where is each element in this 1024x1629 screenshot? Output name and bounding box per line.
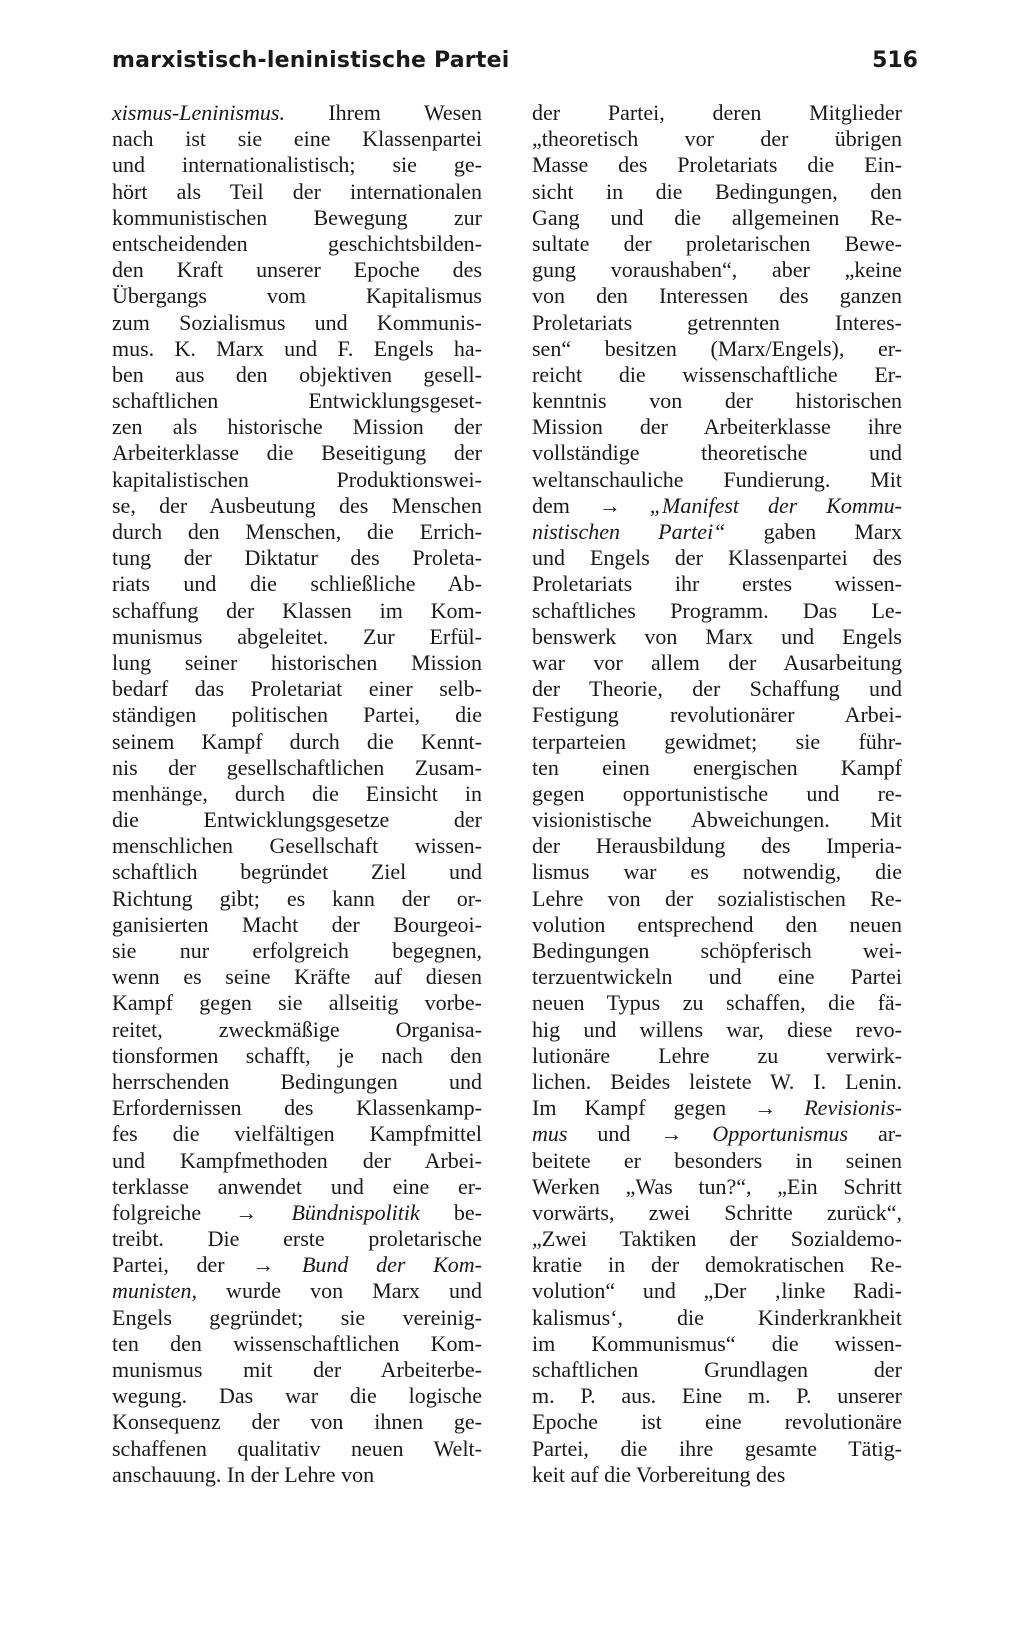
text-line: die Entwicklungsgesetze der bbox=[112, 807, 482, 833]
text-line: volution“ und „Der ‚linke Radi- bbox=[532, 1278, 902, 1304]
text-line: Erfordernissen des Klassenkamp- bbox=[112, 1095, 482, 1121]
text-line: den Kraft unserer Epoche des bbox=[112, 257, 482, 283]
text-line: volution entsprechend den neuen bbox=[532, 911, 902, 937]
text-line: xismus-Leninismus. Ihrem Wesen bbox=[112, 100, 482, 125]
text-line: gung voraushaben“, aber „keine bbox=[532, 257, 902, 283]
text-line: dem → „Manifest der Kommu- bbox=[532, 492, 902, 518]
text-line: und Kampfmethoden der Arbei- bbox=[112, 1147, 482, 1173]
text-line: ten den wissenschaftlichen Kom- bbox=[112, 1330, 482, 1356]
text-line: nis der gesellschaftlichen Zusam- bbox=[112, 754, 482, 780]
text-line: bedarf das Proletariat einer selb- bbox=[112, 676, 482, 702]
text-line: menschlichen Gesellschaft wissen- bbox=[112, 833, 482, 859]
text-line: seinem Kampf durch die Kennt- bbox=[112, 728, 482, 754]
text-line: Übergangs vom Kapitalismus bbox=[112, 283, 482, 309]
text-line: visionistische Abweichungen. Mit bbox=[532, 807, 902, 833]
text-line: lutionäre Lehre zu verwirk- bbox=[532, 1042, 902, 1068]
text-line: wegung. Das war die logische bbox=[112, 1383, 482, 1409]
text-line: und internationalistisch; sie ge- bbox=[112, 152, 482, 178]
text-line: sen“ besitzen (Marx/Engels), er- bbox=[532, 335, 902, 361]
text-line: schaffung der Klassen im Kom- bbox=[112, 597, 482, 623]
text-line: Festigung revolutionärer Arbei- bbox=[532, 702, 902, 728]
text-line: Arbeiterklasse die Beseitigung der bbox=[112, 440, 482, 466]
text-line: folgreiche → Bündnispolitik be- bbox=[112, 1199, 483, 1225]
text-line: fes die vielfältigen Kampfmittel bbox=[112, 1121, 482, 1147]
text-line: hört als Teil der internationalen bbox=[112, 178, 482, 204]
text-line: nach ist sie eine Klassenpartei bbox=[112, 126, 482, 152]
text-line: beitete er besonders in seinen bbox=[532, 1147, 902, 1173]
text-line: sicht in die Bedingungen, den bbox=[532, 178, 902, 204]
text-line: der Theorie, der Schaffung und bbox=[532, 676, 902, 702]
text-line: Im Kampf gegen → Revisionis- bbox=[532, 1095, 902, 1121]
text-line: treibt. Die erste proletarische bbox=[112, 1226, 482, 1252]
text-line: Epoche ist eine revolutionäre bbox=[532, 1409, 902, 1435]
text-line: im Kommunismus“ die wissen- bbox=[532, 1330, 902, 1356]
text-line: keit auf die Vorbereitung des bbox=[532, 1461, 786, 1487]
text-line: lung seiner historischen Mission bbox=[112, 649, 482, 675]
text-line: menhänge, durch die Einsicht in bbox=[112, 780, 482, 806]
text-line: lichen. Beides leistete W. I. Lenin. bbox=[532, 1068, 902, 1094]
text-line: sultate der proletarischen Bewe- bbox=[532, 230, 902, 256]
text-line: schaftlichen Entwicklungsgeset- bbox=[112, 388, 482, 414]
text-line: der Herausbildung des Imperia- bbox=[532, 833, 902, 859]
text-line: Proletariats getrennten Interes- bbox=[532, 309, 902, 335]
right-text-column bbox=[532, 100, 902, 1488]
text-line: reitet, zweckmäßige Organisa- bbox=[112, 1016, 482, 1042]
text-line: ganisierten Macht der Bourgeoi- bbox=[112, 911, 482, 937]
text-line: neuen Typus zu schaffen, die fä- bbox=[532, 990, 902, 1016]
text-line: Konsequenz der von ihnen ge- bbox=[112, 1409, 482, 1435]
text-line: terparteien gewidmet; sie führ- bbox=[532, 728, 902, 754]
text-line: Partei, der → Bund der Kom- bbox=[112, 1252, 482, 1278]
left-text-column bbox=[112, 100, 482, 1488]
text-line: Partei, die ihre gesamte Tätig- bbox=[532, 1435, 902, 1461]
text-line: kenntnis von der historischen bbox=[532, 388, 902, 414]
text-line: m. P. aus. Eine m. P. unserer bbox=[532, 1383, 902, 1409]
text-line: zen als historische Mission der bbox=[112, 414, 482, 440]
text-line: munismus abgeleitet. Zur Erfül- bbox=[112, 623, 482, 649]
text-line: riats und die schließliche Ab- bbox=[112, 571, 482, 597]
text-line: anschauung. In der Lehre von bbox=[112, 1461, 375, 1487]
text-line: terklasse anwendet und eine er- bbox=[112, 1173, 482, 1199]
text-line: nistischen Partei“ gaben Marx bbox=[532, 519, 902, 544]
text-line: mus. K. Marx und F. Engels ha- bbox=[112, 335, 482, 361]
text-line: kommunistischen Bewegung zur bbox=[112, 204, 482, 230]
text-line: „Zwei Taktiken der Sozialdemo- bbox=[532, 1226, 902, 1252]
text-line: ben aus den objektiven gesell- bbox=[112, 361, 482, 387]
text-line: vorwärts, zwei Schritte zurück“, bbox=[532, 1199, 902, 1225]
text-line: der Partei, deren Mitglieder bbox=[532, 100, 902, 125]
text-line: vollständige theoretische und bbox=[532, 440, 902, 466]
text-line: munismus mit der Arbeiterbe- bbox=[112, 1357, 482, 1382]
text-line: wenn es seine Kräfte auf diesen bbox=[112, 964, 482, 990]
text-line: reicht die wissenschaftliche Er- bbox=[532, 361, 902, 387]
text-line: weltanschauliche Fundierung. Mit bbox=[532, 466, 902, 492]
text-line: Mission der Arbeiterklasse ihre bbox=[532, 414, 902, 440]
text-line: „theoretisch vor der übrigen bbox=[532, 126, 902, 152]
text-line: schaftlich begründet Ziel und bbox=[112, 859, 482, 885]
text-line: kalismus‘, die Kinderkrankheit bbox=[532, 1304, 902, 1330]
text-line: schaftliches Programm. Das Le- bbox=[532, 597, 902, 623]
text-line: Lehre von der sozialistischen Re- bbox=[532, 885, 902, 911]
text-line: munisten, wurde von Marx und bbox=[112, 1278, 482, 1304]
text-line: terzuentwickeln und eine Partei bbox=[532, 964, 902, 990]
text-line: Masse des Proletariats die Ein- bbox=[532, 152, 902, 178]
text-line: kapitalistischen Produktionswei- bbox=[112, 466, 482, 492]
page-number: 516 bbox=[872, 48, 918, 73]
text-line: sie nur erfolgreich begegnen, bbox=[112, 938, 482, 963]
text-line: hig und willens war, diese revo- bbox=[532, 1016, 902, 1042]
text-line: schaffenen qualitativ neuen Welt- bbox=[112, 1435, 482, 1461]
text-line: herrschenden Bedingungen und bbox=[112, 1068, 482, 1094]
text-line: Engels gegründet; sie vereinig- bbox=[112, 1304, 482, 1330]
text-line: ten einen energischen Kampf bbox=[532, 754, 902, 780]
text-line: benswerk von Marx und Engels bbox=[532, 623, 902, 649]
text-line: gegen opportunistische und re- bbox=[532, 780, 902, 806]
text-line: se, der Ausbeutung des Menschen bbox=[112, 492, 482, 518]
text-line: war vor allem der Ausarbeitung bbox=[532, 649, 902, 675]
text-line: Bedingungen schöpferisch wei- bbox=[532, 938, 902, 963]
text-line: lismus war es notwendig, die bbox=[532, 859, 902, 885]
text-line: Werken „Was tun?“, „Ein Schritt bbox=[532, 1173, 902, 1199]
text-line: tung der Diktatur des Proleta- bbox=[112, 545, 482, 571]
text-line: entscheidenden geschichtsbilden- bbox=[112, 230, 482, 256]
text-line: Kampf gegen sie allseitig vorbe- bbox=[112, 990, 482, 1016]
text-line: tionsformen schafft, je nach den bbox=[112, 1042, 482, 1068]
text-line: zum Sozialismus und Kommunis- bbox=[112, 309, 482, 335]
text-line: durch den Menschen, die Errich- bbox=[112, 519, 482, 544]
text-line: und Engels der Klassenpartei des bbox=[532, 545, 902, 571]
text-line: mus und → Opportunismus ar- bbox=[532, 1121, 902, 1147]
text-line: schaftlichen Grundlagen der bbox=[532, 1357, 902, 1382]
text-line: kratie in der demokratischen Re- bbox=[532, 1252, 902, 1278]
text-line: ständigen politischen Partei, die bbox=[112, 702, 482, 728]
text-line: Gang und die allgemeinen Re- bbox=[532, 204, 902, 230]
text-line: Richtung gibt; es kann der or- bbox=[112, 885, 482, 911]
running-head: marxistisch-leninistische Partei bbox=[112, 48, 510, 73]
text-line: von den Interessen des ganzen bbox=[532, 283, 902, 309]
text-line: Proletariats ihr erstes wissen- bbox=[532, 571, 902, 597]
